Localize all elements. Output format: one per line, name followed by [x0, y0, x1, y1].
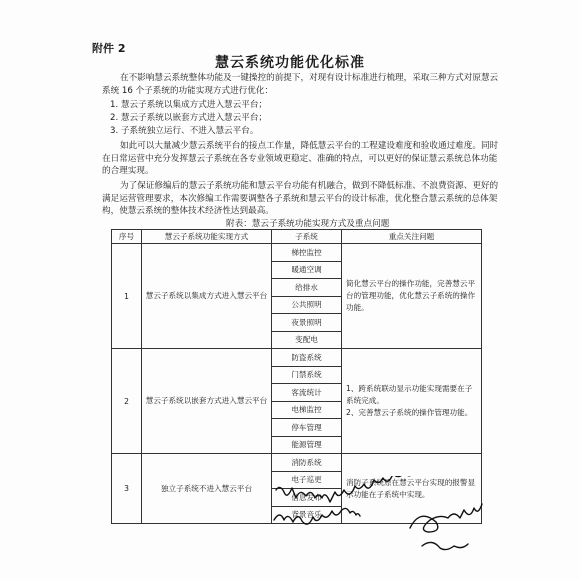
subsystem-cell: 公共照明 — [272, 296, 342, 314]
header-subsystem: 子系统 — [272, 230, 342, 244]
header-method: 慧云子系统功能实现方式 — [142, 230, 272, 244]
subsystem-cell: 防盗系统 — [272, 349, 342, 367]
document-title: 慧云系统功能优化标准 — [215, 55, 365, 71]
group-issue: 简化慧云平台的操作功能，完善慧云平台的管理功能，优化慧云子系统的操作功能。 — [342, 244, 482, 349]
table-row — [112, 244, 482, 262]
group-no: 3 — [112, 454, 142, 524]
group-no: 2 — [112, 349, 142, 454]
table-row — [112, 454, 482, 472]
subsystem-cell: 变配电 — [272, 331, 342, 349]
subsystem-cell: 停车管理 — [272, 419, 342, 437]
paragraph-3: 为了保证修编后的慧云子系统功能和慧云平台功能有机融合，做到不降低标准、不浪费资源、更好的满足运营管理要求，本次修编工作需要调整各子系统和慧云平台的设计标准，优化整合慧云系统的总体架构，使慧云系统的整体技术经济性达到最高。 — [102, 181, 499, 217]
subsystem-cell: 电子巡更 — [272, 471, 342, 489]
subsystem-cell: 门禁系统 — [272, 366, 342, 384]
list-item: 1. 慧云子系统以集成方式进入慧云平台； — [110, 100, 268, 110]
subsystem-cell: 背景音乐 — [272, 506, 342, 524]
table-row — [112, 349, 482, 367]
attachment-label: 附件 2 — [92, 42, 126, 55]
group-no: 1 — [112, 244, 142, 349]
intro-paragraph: 在不影响慧云系统整体功能及一键操控的前提下，对现有设计标准进行梳理，采取三种方式对原慧云系统 16 个子系统的功能实现方式进行优化： — [102, 73, 499, 96]
paragraph-2: 如此可以大量减少慧云系统平台的接点工作量，降低慧云平台的工程建设难度和验收通过难度。同时在日常运营中充分发挥慧云子系统在各专业领域更稳定、准确的特点，可以更好的保证慧云系统总体功能的合理实现。 — [102, 141, 499, 177]
handwritten-signature — [262, 476, 542, 566]
subsystem-cell: 暖通空调 — [272, 261, 342, 279]
group-method: 慧云子系统以嵌套方式进入慧云平台 — [142, 349, 272, 454]
list-item: 3. 子系统独立运行、不进入慧云平台。 — [110, 126, 259, 136]
table-header-row — [112, 230, 482, 244]
group-issue: 消防子系统原在慧云平台实现的报警显示功能在子系统中实现。 — [342, 454, 482, 524]
table-caption: 附表：慧云子系统功能实现方式及重点问题 — [226, 219, 390, 229]
header-issue: 重点关注问题 — [342, 230, 482, 244]
subsystem-cell: 信息发布 — [272, 489, 342, 507]
header-no: 序号 — [112, 230, 142, 244]
subsystem-cell: 客流统计 — [272, 384, 342, 402]
list-item: 2. 慧云子系统以嵌套方式进入慧云平台； — [110, 113, 268, 123]
subsystem-cell: 给排水 — [272, 279, 342, 297]
subsystem-cell: 能源管理 — [272, 436, 342, 454]
subsystem-cell: 梯控监控 — [272, 244, 342, 262]
group-issue: 1、跨系统联动显示功能实现需要在子系统完成。 2、完善慧云子系统的操作管理功能。 — [342, 349, 482, 454]
subsystem-cell: 消防系统 — [272, 454, 342, 472]
subsystem-cell: 电梯监控 — [272, 401, 342, 419]
group-method: 慧云子系统以集成方式进入慧云平台 — [142, 244, 272, 349]
subsystem-cell: 夜景照明 — [272, 314, 342, 332]
group-method: 独立子系统不进入慧云平台 — [142, 454, 272, 524]
